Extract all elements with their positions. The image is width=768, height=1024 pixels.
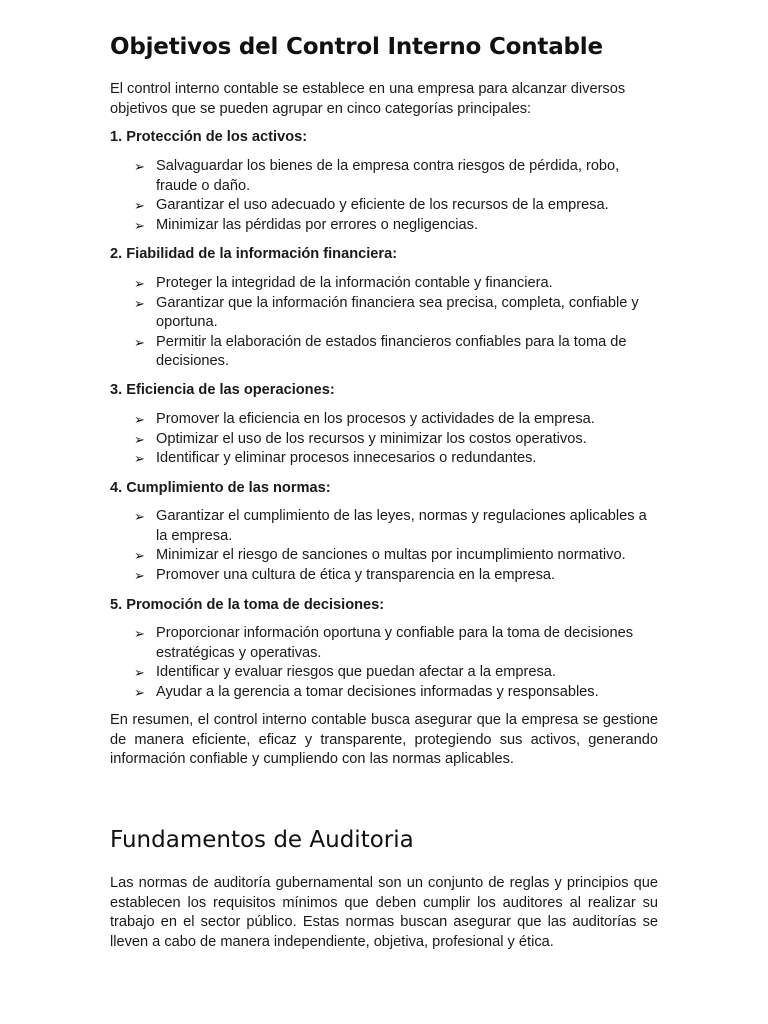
arrow-bullet-icon: ➢: [134, 412, 145, 427]
list-item: ➢ Ayudar a la gerencia a tomar decisiones informadas y responsables.: [110, 683, 660, 703]
intro-paragraph: El control interno contable se establece en una empresa para alcanzar diversos objetivos que se pueden agrupar en cinco categorías principales:: [110, 81, 626, 117]
arrow-bullet-icon: ➢: [134, 159, 145, 174]
section-title-auditoria: Fundamentos de Auditoria: [110, 827, 414, 853]
section-heading-1: 1. Protección de los activos:: [110, 129, 308, 145]
bullet-list-4: [110, 507, 660, 585]
arrow-bullet-icon: ➢: [134, 451, 145, 467]
list-item: ➢ Optimizar el uso de los recursos y minimizar los costos operativos.: [110, 430, 660, 450]
bullet-list-3: [110, 410, 660, 469]
bullet-list-1: [110, 157, 660, 235]
list-item: ➢ Salvaguardar los bienes de la empresa contra riesgos de pérdida, robo, fraude o daño.: [134, 158, 620, 194]
page-title: Objetivos del Control Interno Contable: [110, 34, 603, 60]
arrow-bullet-icon: ➢: [134, 217, 145, 233]
list-item: ➢ Proporcionar información oportuna y confiable para la toma de decisiones estratégicas y operativas.: [134, 625, 634, 661]
arrow-bullet-icon: ➢: [134, 509, 145, 524]
list-item: ➢ Promover la eficiencia en los procesos y actividades de la empresa.: [110, 410, 660, 430]
arrow-bullet-icon: ➢: [134, 665, 145, 681]
list-item: ➢ Minimizar las pérdidas por errores o negligencias.: [110, 216, 660, 236]
section-heading-2: 2. Fiabilidad de la información financiera:: [110, 246, 398, 262]
list-item: ➢ Promover una cultura de ética y transparencia en la empresa.: [110, 566, 660, 586]
arrow-bullet-icon: ➢: [134, 276, 145, 291]
section-heading-4: 4. Cumplimiento de las normas:: [110, 480, 331, 496]
list-item: ➢ Identificar y evaluar riesgos que puedan afectar a la empresa.: [110, 663, 660, 683]
bullet-list-5: [110, 624, 660, 702]
arrow-bullet-icon: ➢: [134, 334, 145, 350]
list-item: ➢ Garantizar que la información financiera sea precisa, completa, confiable y oportuna.: [134, 294, 639, 331]
list-item: ➢ Identificar y eliminar procesos innecesarios o redundantes.: [110, 449, 660, 469]
list-item: ➢ Garantizar el uso adecuado y eficiente de los recursos de la empresa.: [110, 196, 660, 216]
arrow-bullet-icon: ➢: [134, 548, 145, 564]
arrow-bullet-icon: ➢: [134, 567, 145, 583]
list-item: ➢ Proteger la integridad de la información contable y financiera.: [110, 274, 660, 294]
summary-paragraph: En resumen, el control interno contable busca asegurar que la empresa se gestione de manera eficiente, eficaz y transparente, protegiendo sus activos, generando información confiable y cumpliendo con las normas aplicables.: [110, 712, 658, 768]
section-heading-3: 3. Eficiencia de las operaciones:: [110, 382, 335, 398]
list-item: ➢ Permitir la elaboración de estados financieros confiables para la toma de decisiones.: [134, 333, 627, 370]
auditoria-paragraph: Las normas de auditoría gubernamental son un conjunto de reglas y principios que establecen los requisitos mínimos que deben cumplir los auditores al realizar su trabajo en el sector público. Estas normas buscan asegurar que las auditorías se lleven a cabo de manera independiente, objetiva, profesional y ética.: [110, 875, 658, 950]
list-item: ➢ Minimizar el riesgo de sanciones o multas por incumplimiento normativo.: [110, 546, 660, 566]
section-heading-5: 5. Promoción de la toma de decisiones:: [110, 597, 385, 613]
arrow-bullet-icon: ➢: [134, 295, 145, 311]
bullet-list-2: [110, 274, 660, 372]
arrow-bullet-icon: ➢: [134, 626, 145, 641]
arrow-bullet-icon: ➢: [134, 198, 145, 214]
arrow-bullet-icon: ➢: [134, 431, 145, 447]
arrow-bullet-icon: ➢: [134, 684, 145, 700]
list-item: ➢ Garantizar el cumplimiento de las leyes, normas y regulaciones aplicables a la empresa.: [134, 508, 647, 544]
